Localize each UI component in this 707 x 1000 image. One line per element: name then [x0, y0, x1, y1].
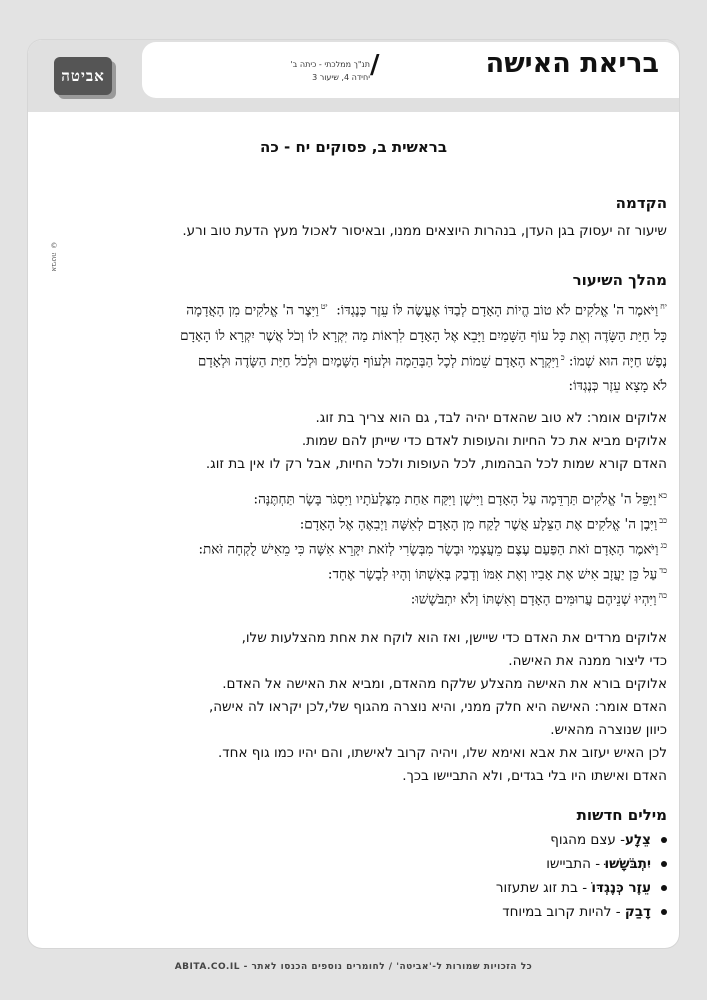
- verse-text: וַיִּהְיוּ שְׁנֵיהֶם עֲרוּמִּים הָאָדָם וְאִשְׁתּוֹ וְלֹא יִתְבֹּשָׁשׁוּ:: [410, 591, 657, 608]
- verse-number: כד: [659, 566, 667, 575]
- explanation-line: כיוון שנוצרה מהאיש.: [550, 722, 667, 738]
- verse-number: יח: [660, 302, 667, 311]
- verse-text: עַל כֵּן יַעֲזָב אִישׁ אֶת אָבִיו וְאֶת אִמּוֹ וְדָבַק בְּאִשְׁתּוֹ וְהָיוּ לְבָשָׂר אֶחָד:: [327, 566, 658, 583]
- footer-copyright: כל הזכויות שמורות ל-'אביטה' / לחומרים נוספים הכנסו לאתר - ABITA.CO.IL: [174, 962, 533, 972]
- verse-text: וַיַּפֵּל ה' אֱלֹקִים תַּרְדֵּמָה עַל הָאָדָם וַיִּישָׁן וַיִּקַּח אַחַת מִצַּלְעֹתָיו וַיִּסְגֹּר בָּשָׂר תַּחְתֶּנָּה:: [253, 491, 657, 508]
- vocab-item: [496, 880, 667, 896]
- verse-line: [186, 302, 667, 319]
- explanation-line: האדם קורא שמות לכל הבהמות, לכל העופות ולכל החיות, אבל רק לו אין בת זוג.: [205, 456, 667, 472]
- explanation-line: אלוקים אומר: לא טוב שהאדם יהיה לבד, גם הוא צריך בת זוג.: [315, 410, 667, 426]
- verse-number: כב: [659, 516, 667, 525]
- explanation-line: האדם אומר: האישה היא חלק ממני, והיא נוצרה מהגוף שלי,לכן יקראו לה אישה,: [208, 699, 667, 715]
- bullet-icon: [661, 909, 667, 915]
- verse-text: וַיִּקְרָא הָאָדָם שֵׁמוֹת לְכָל הַבְּהֵמָה וּלְעוֹף הַשָּׁמַיִם וּלְכֹל חַיַּת הַשָּׂדֶה וּלְאָדָם: [197, 353, 559, 370]
- bullet-icon: [661, 885, 667, 891]
- explanation-line: אלוקים בורא את האישה מהצלע שלקח מהאדם, ומביא את האישה אל האדם.: [222, 676, 667, 692]
- verse-line: [411, 591, 667, 608]
- lesson-section-title: מהלך השיעור: [572, 271, 667, 289]
- verse-text: וַיֹּאמֶר ה' אֱלֹקִים לֹא טוֹב הֱיוֹת הָאָדָם לְבַדּוֹ אֶעֱשֶׂה לּוֹ עֵזֶר כְּנֶגְדּוֹ:: [336, 302, 659, 319]
- explanation-line: האדם ואישתו היו בלי בגדים, ולא התביישו בכך.: [402, 768, 667, 784]
- lesson-title: בריאת האישה: [485, 48, 659, 79]
- verse-line: [198, 353, 667, 370]
- verse-text: וַיֹּאמֶר הָאָדָם זֹאת הַפַּעַם עֶצֶם מֵעֲצָמַי וּבָשָׂר מִבְּשָׂרִי לְזֹאת יִקָּרֵא אִשָּׁה כִּי מֵאִישׁ לֻקְחָה זֹּאת:: [198, 541, 659, 558]
- verse-number: כג: [660, 541, 667, 550]
- vocab-term: דָבַק: [624, 904, 651, 920]
- verse-line: [328, 566, 667, 583]
- verse-line: כָּל חַיַּת הַשָּׂדֶה וְאֵת כָּל עוֹף הַשָּׁמַיִם וַיָּבֵא אֶל הָאָדָם לִרְאוֹת מַה יִּקְרָא לוֹ וְכֹל אֲשֶׁר יִקְרָא לוֹ הָאָדָם: [180, 328, 667, 344]
- explanation-line: כדי ליצור ממנה את האישה.: [508, 653, 667, 669]
- verse-number: כא: [658, 491, 667, 500]
- vocab-item: [502, 904, 667, 920]
- vocab-definition: - להיות קרוב במיוחד: [502, 904, 625, 920]
- vocab-title: מילים חדשות: [576, 806, 667, 824]
- verse-line: לֹא מָצָא עֵזֶר כְּנֶגְדּוֹ:: [568, 378, 667, 394]
- vocab-item: [546, 856, 667, 872]
- vocab-term: יִתְבֹּשָׁשׁוּ: [604, 856, 651, 872]
- verse-text: וַיִּצֶר ה' אֱלֹקִים מִן הָאֲדָמָה: [186, 302, 319, 319]
- logo-text: אביטה: [61, 66, 105, 85]
- verse-number: כ: [560, 353, 565, 362]
- vocab-definition: - התביישו: [546, 856, 605, 872]
- passage-reference: בראשית ב, פסוקים יח - כה: [260, 138, 447, 156]
- unit-label: יחידה 4, שיעור 3: [312, 73, 370, 82]
- verse-line: [300, 516, 667, 533]
- bullet-icon: [661, 861, 667, 867]
- vocab-item: [550, 832, 667, 848]
- verse-line: [254, 491, 667, 508]
- verse-text: וַיִּבֶן ה' אֱלֹקִים אֶת הַצֵּלָע אֲשֶׁר לָקַח מִן הָאָדָם לְאִשָּׁה וַיְבִאֶהָ אֶל הָאָדָם:: [299, 516, 658, 533]
- title-tab: [142, 42, 679, 98]
- vocab-definition: - בת זוג שתעזור: [495, 880, 592, 896]
- course-label: תנ"ך ממלכתי - כיתה ב': [290, 60, 370, 69]
- bullet-icon: [661, 837, 667, 843]
- verse-number: כה: [658, 591, 667, 600]
- verse-line: [198, 541, 667, 558]
- vocab-term: צֵלָע: [625, 832, 651, 848]
- explanation-line: אלוקים מרדים את האדם כדי שיישן, ואז הוא לוקח את אחת מהצלעות שלו,: [241, 630, 667, 646]
- verse-number: יט: [320, 302, 328, 311]
- intro-text: שיעור זה יעסוק בגן העדן, בנהרות היוצאים ממנו, ובאיסור לאכול מעץ הדעת טוב ורע.: [182, 223, 667, 239]
- title-separator: /: [370, 50, 380, 80]
- verse-text: נֶפֶשׁ חַיָּה הוּא שְׁמוֹ:: [568, 353, 667, 370]
- abita-logo: [54, 57, 112, 95]
- side-copyright: © אביטה: [50, 242, 58, 272]
- explanation-line: אלוקים מביא את כל החיות והעופות לאדם כדי שייתן להם שמות.: [301, 433, 667, 449]
- explanation-line: לכן האיש יעזוב את אבא ואימא שלו, ויהיה קרוב לאישתו, והם יהיו כמו גוף אחד.: [217, 745, 667, 761]
- vocab-definition: - עצם מהגוף: [550, 832, 626, 848]
- intro-title: הקדמה: [615, 194, 667, 212]
- vocab-term: עֵזֶר כְּנֶגְדּוֹ: [591, 880, 651, 896]
